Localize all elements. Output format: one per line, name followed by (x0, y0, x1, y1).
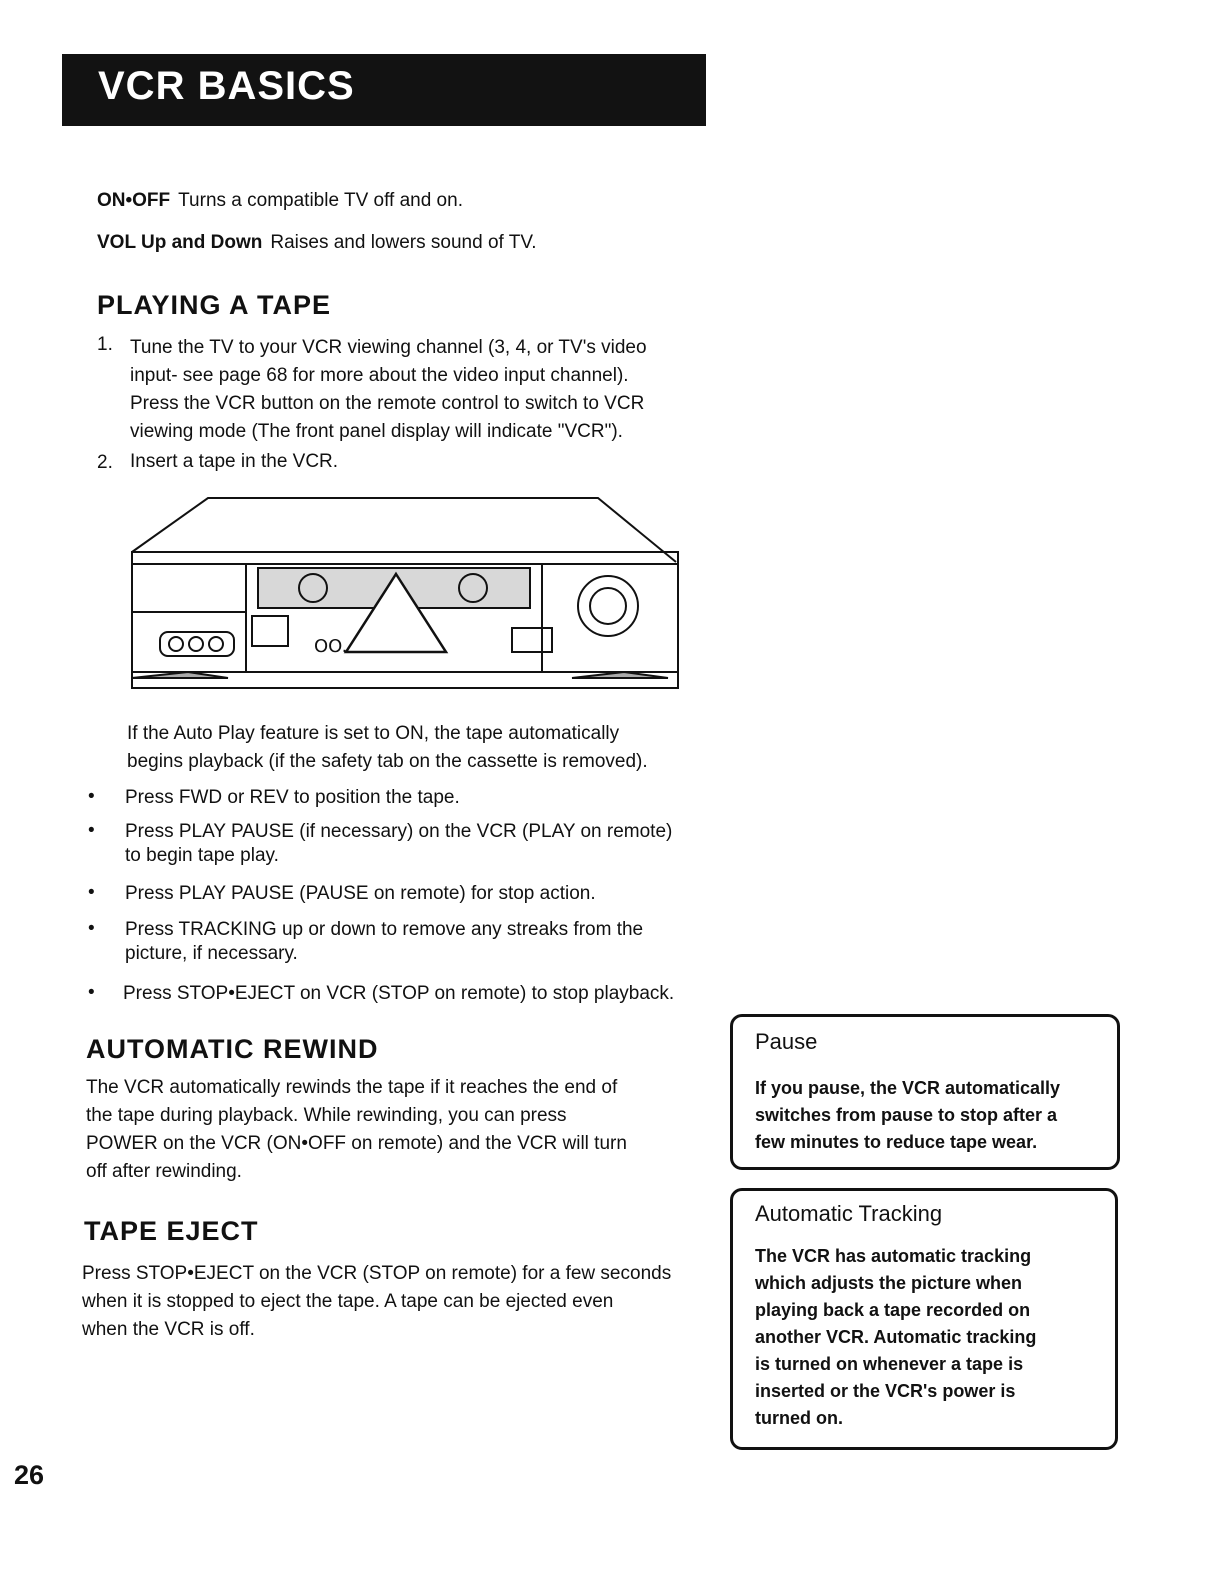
playing-heading: PLAYING A TAPE (97, 290, 332, 320)
bullet-item: Press FWD or REV to position the tape. (125, 787, 460, 808)
definition-text: Turns a compatible TV off and on. (178, 190, 463, 211)
definition-term: VOL Up and Down (97, 232, 263, 253)
bullet-item: Press PLAY PAUSE (PAUSE on remote) for stop action. (125, 883, 596, 904)
tracking-callout (730, 1188, 1118, 1450)
rewind-heading: AUTOMATIC REWIND (86, 1034, 379, 1064)
bullet-dot: • (88, 786, 95, 807)
jog-dial (578, 576, 638, 636)
rewind-text: The VCR automatically rewinds the tape if it reaches the end of the tape during playback. While rewinding, you can press POWER on the VCR (ON•OFF on remote) and the VCR will turn off after rewinding. (86, 1077, 627, 1182)
autoplay-note: If the Auto Play feature is set to ON, the tape automatically begins playback (if the safety tab on the cassette is removed). (127, 723, 648, 772)
definition-on-off (97, 190, 463, 212)
vcr-illustration (128, 492, 684, 692)
bullet-item: Press PLAY PAUSE (if necessary) on the VCR (PLAY on remote) to begin tape play. (125, 821, 673, 866)
section-title: VCR BASICS (98, 64, 355, 108)
definition-text: Raises and lowers sound of TV. (270, 232, 537, 253)
tracking-text: The VCR has automatic tracking which adjusts the picture when playing back a tape recorded on another VCR. Automatic tracking is turned on whenever a tape is inserted or the VCR's power is turned on. (755, 1246, 1037, 1428)
eject-text: Press STOP•EJECT on the VCR (STOP on remote) for a few seconds when it is stopped to eject the tape. A tape can be ejected even when the VCR is off. (82, 1263, 672, 1340)
bullet-dot: • (88, 918, 95, 939)
definition-vol (97, 232, 537, 254)
step-1-text: Tune the TV to your VCR viewing channel (3, 4, or TV's video input- see page 68 for more about the video input channel). Press the VCR button on the remote control to switch to VCR viewing mode (The front panel display will indicate "VCR"). (130, 337, 647, 442)
page-number: 26 (14, 1460, 45, 1490)
pause-text: If you pause, the VCR automatically switches from pause to stop after a few minutes to reduce tape wear. (755, 1078, 1061, 1152)
bullet-dot: • (88, 820, 95, 841)
step-number: 1. (97, 334, 113, 355)
bullet-dot: • (88, 882, 95, 903)
step-2-text: Insert a tape in the VCR. (130, 451, 339, 472)
eject-heading: TAPE EJECT (84, 1216, 259, 1246)
step-number: 2. (97, 452, 113, 473)
section-banner (62, 54, 706, 126)
pause-title: Pause (755, 1029, 818, 1054)
bullet-item: Press TRACKING up or down to remove any streaks from the picture, if necessary. (125, 919, 644, 964)
definition-term: ON•OFF (97, 190, 171, 211)
bullet-dot: • (88, 982, 95, 1003)
svg-text:OO.: OO. (314, 636, 348, 657)
bullet-item: Press STOP•EJECT on VCR (STOP on remote) to stop playback. (123, 983, 675, 1004)
pause-callout (730, 1014, 1120, 1170)
tracking-title: Automatic Tracking (755, 1201, 943, 1226)
